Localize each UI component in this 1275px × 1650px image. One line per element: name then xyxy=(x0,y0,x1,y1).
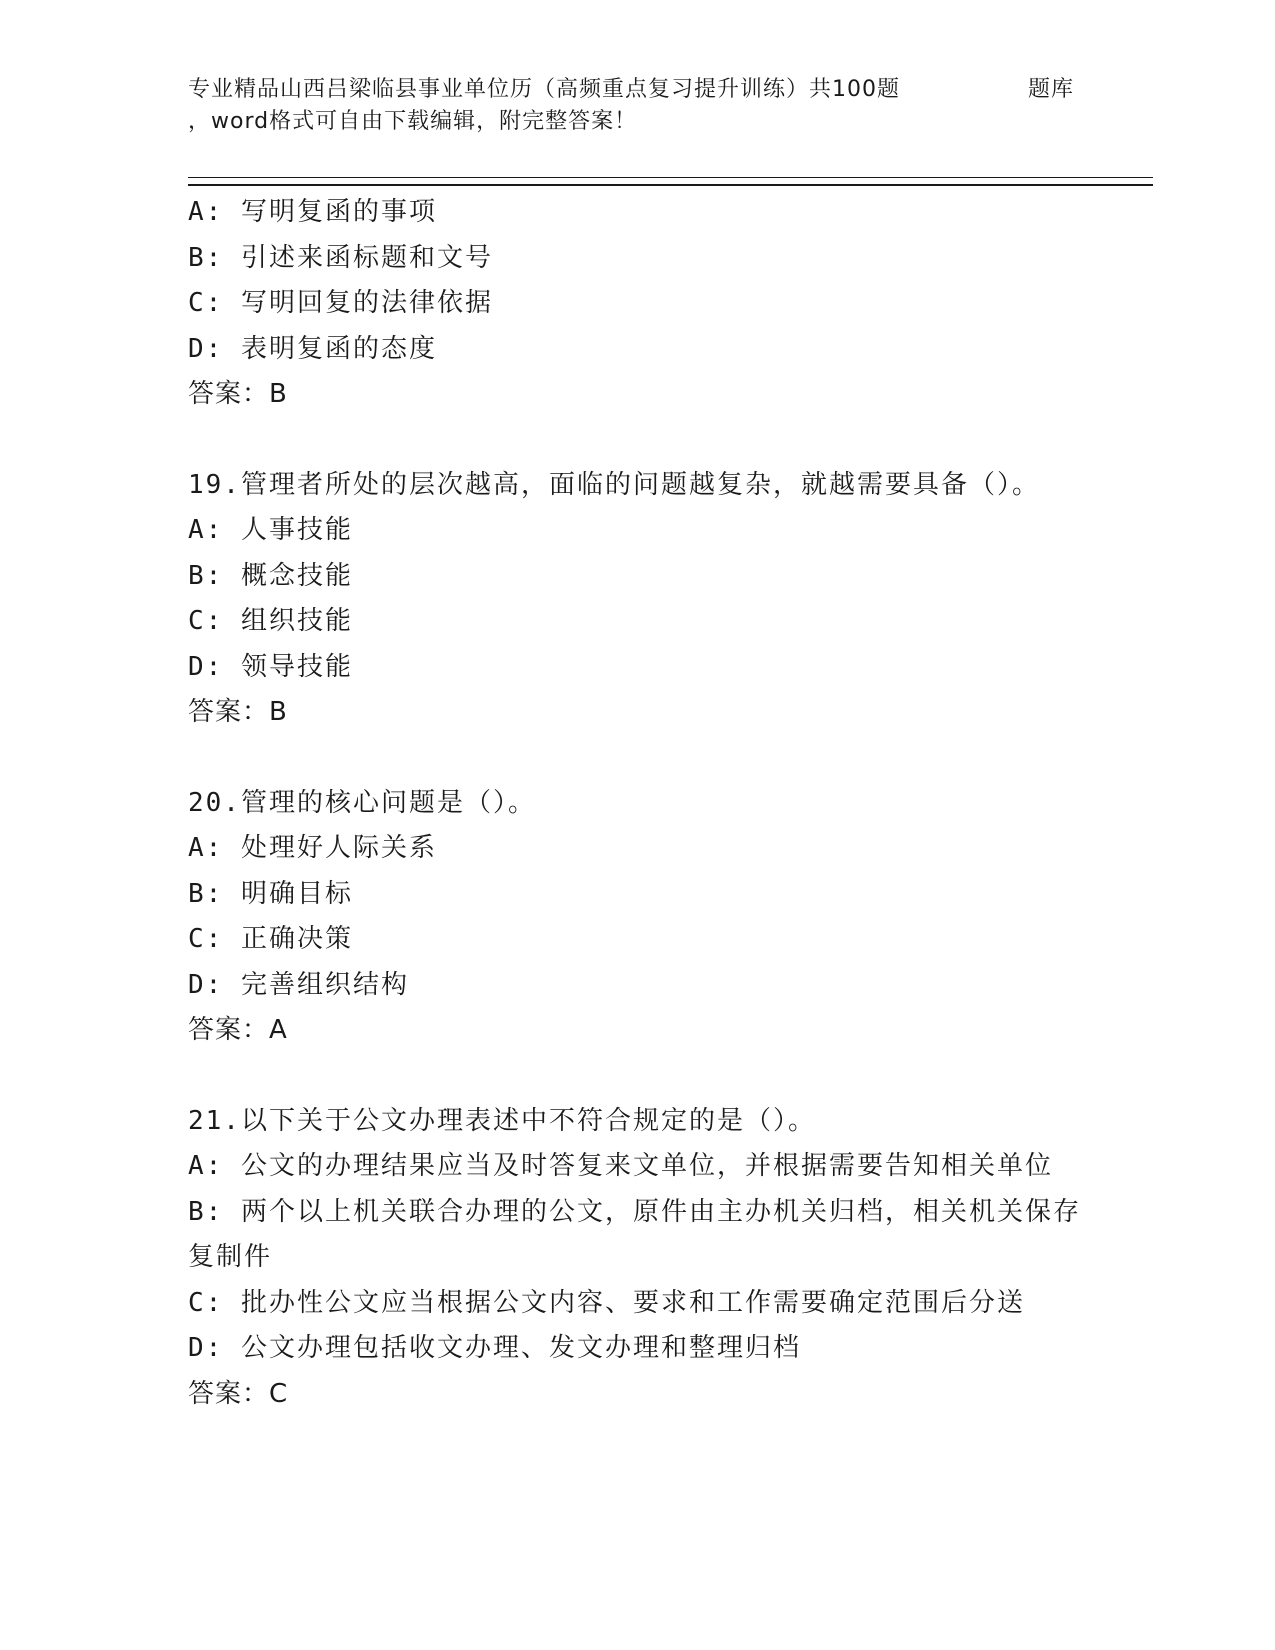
option-c: C: 写明回复的法律依据 xyxy=(188,288,493,318)
option-b: B: 两个以上机关联合办理的公文，原件由主办机关归档，相关机关保存复制件 xyxy=(188,1196,1081,1272)
answer: 答案：C xyxy=(188,1378,289,1409)
option-d: D: 表明复函的态度 xyxy=(188,333,437,364)
answer: 答案：A xyxy=(188,1015,288,1045)
spacer xyxy=(188,736,1088,781)
spacer xyxy=(188,1054,1088,1099)
header-line-1 xyxy=(188,74,1088,106)
question-21 xyxy=(188,1099,1088,1418)
question-19 xyxy=(188,463,1088,736)
option-b: B: 概念技能 xyxy=(188,560,353,591)
answer: 答案：B xyxy=(188,379,288,409)
answer: 答案：B xyxy=(188,697,288,727)
option-d: D: 公文办理包括收文办理、发文办理和整理归档 xyxy=(188,1333,801,1363)
option-b: B: 引述来函标题和文号 xyxy=(188,242,493,273)
option-a: A: 公文的办理结果应当及时答复来文单位，并根据需要告知相关单位 xyxy=(188,1151,1053,1181)
option-d: D: 领导技能 xyxy=(188,651,353,682)
header-divider xyxy=(188,177,1153,186)
document-subtitle: ，word格式可自由下载编辑，附完整答案！ xyxy=(188,109,638,134)
document-header xyxy=(188,74,1088,138)
document-body xyxy=(188,190,1088,1417)
question-text: 20.管理的核心问题是（）。 xyxy=(188,787,536,818)
option-d: D: 完善组织结构 xyxy=(188,969,409,1000)
header-tag: 题库 xyxy=(1028,77,1075,102)
option-c: C: 组织技能 xyxy=(188,606,353,636)
document-title: 专业精品山西吕梁临县事业单位历（高频重点复习提升训练）共100题 xyxy=(188,77,900,102)
question-text: 19.管理者所处的层次越高，面临的问题越复杂，就越需要具备（）。 xyxy=(188,469,1040,500)
question-20 xyxy=(188,781,1088,1054)
spacer xyxy=(188,418,1088,463)
question-text: 21.以下关于公文办理表述中不符合规定的是（）。 xyxy=(188,1105,816,1136)
option-c: C: 批办性公文应当根据公文内容、要求和工作需要确定范围后分送 xyxy=(188,1287,1025,1318)
option-a: A: 写明复函的事项 xyxy=(188,197,437,227)
option-a: A: 人事技能 xyxy=(188,515,353,545)
option-a: A: 处理好人际关系 xyxy=(188,833,437,863)
option-c: C: 正确决策 xyxy=(188,924,353,954)
option-b: B: 明确目标 xyxy=(188,878,353,909)
question-18 xyxy=(188,190,1088,418)
